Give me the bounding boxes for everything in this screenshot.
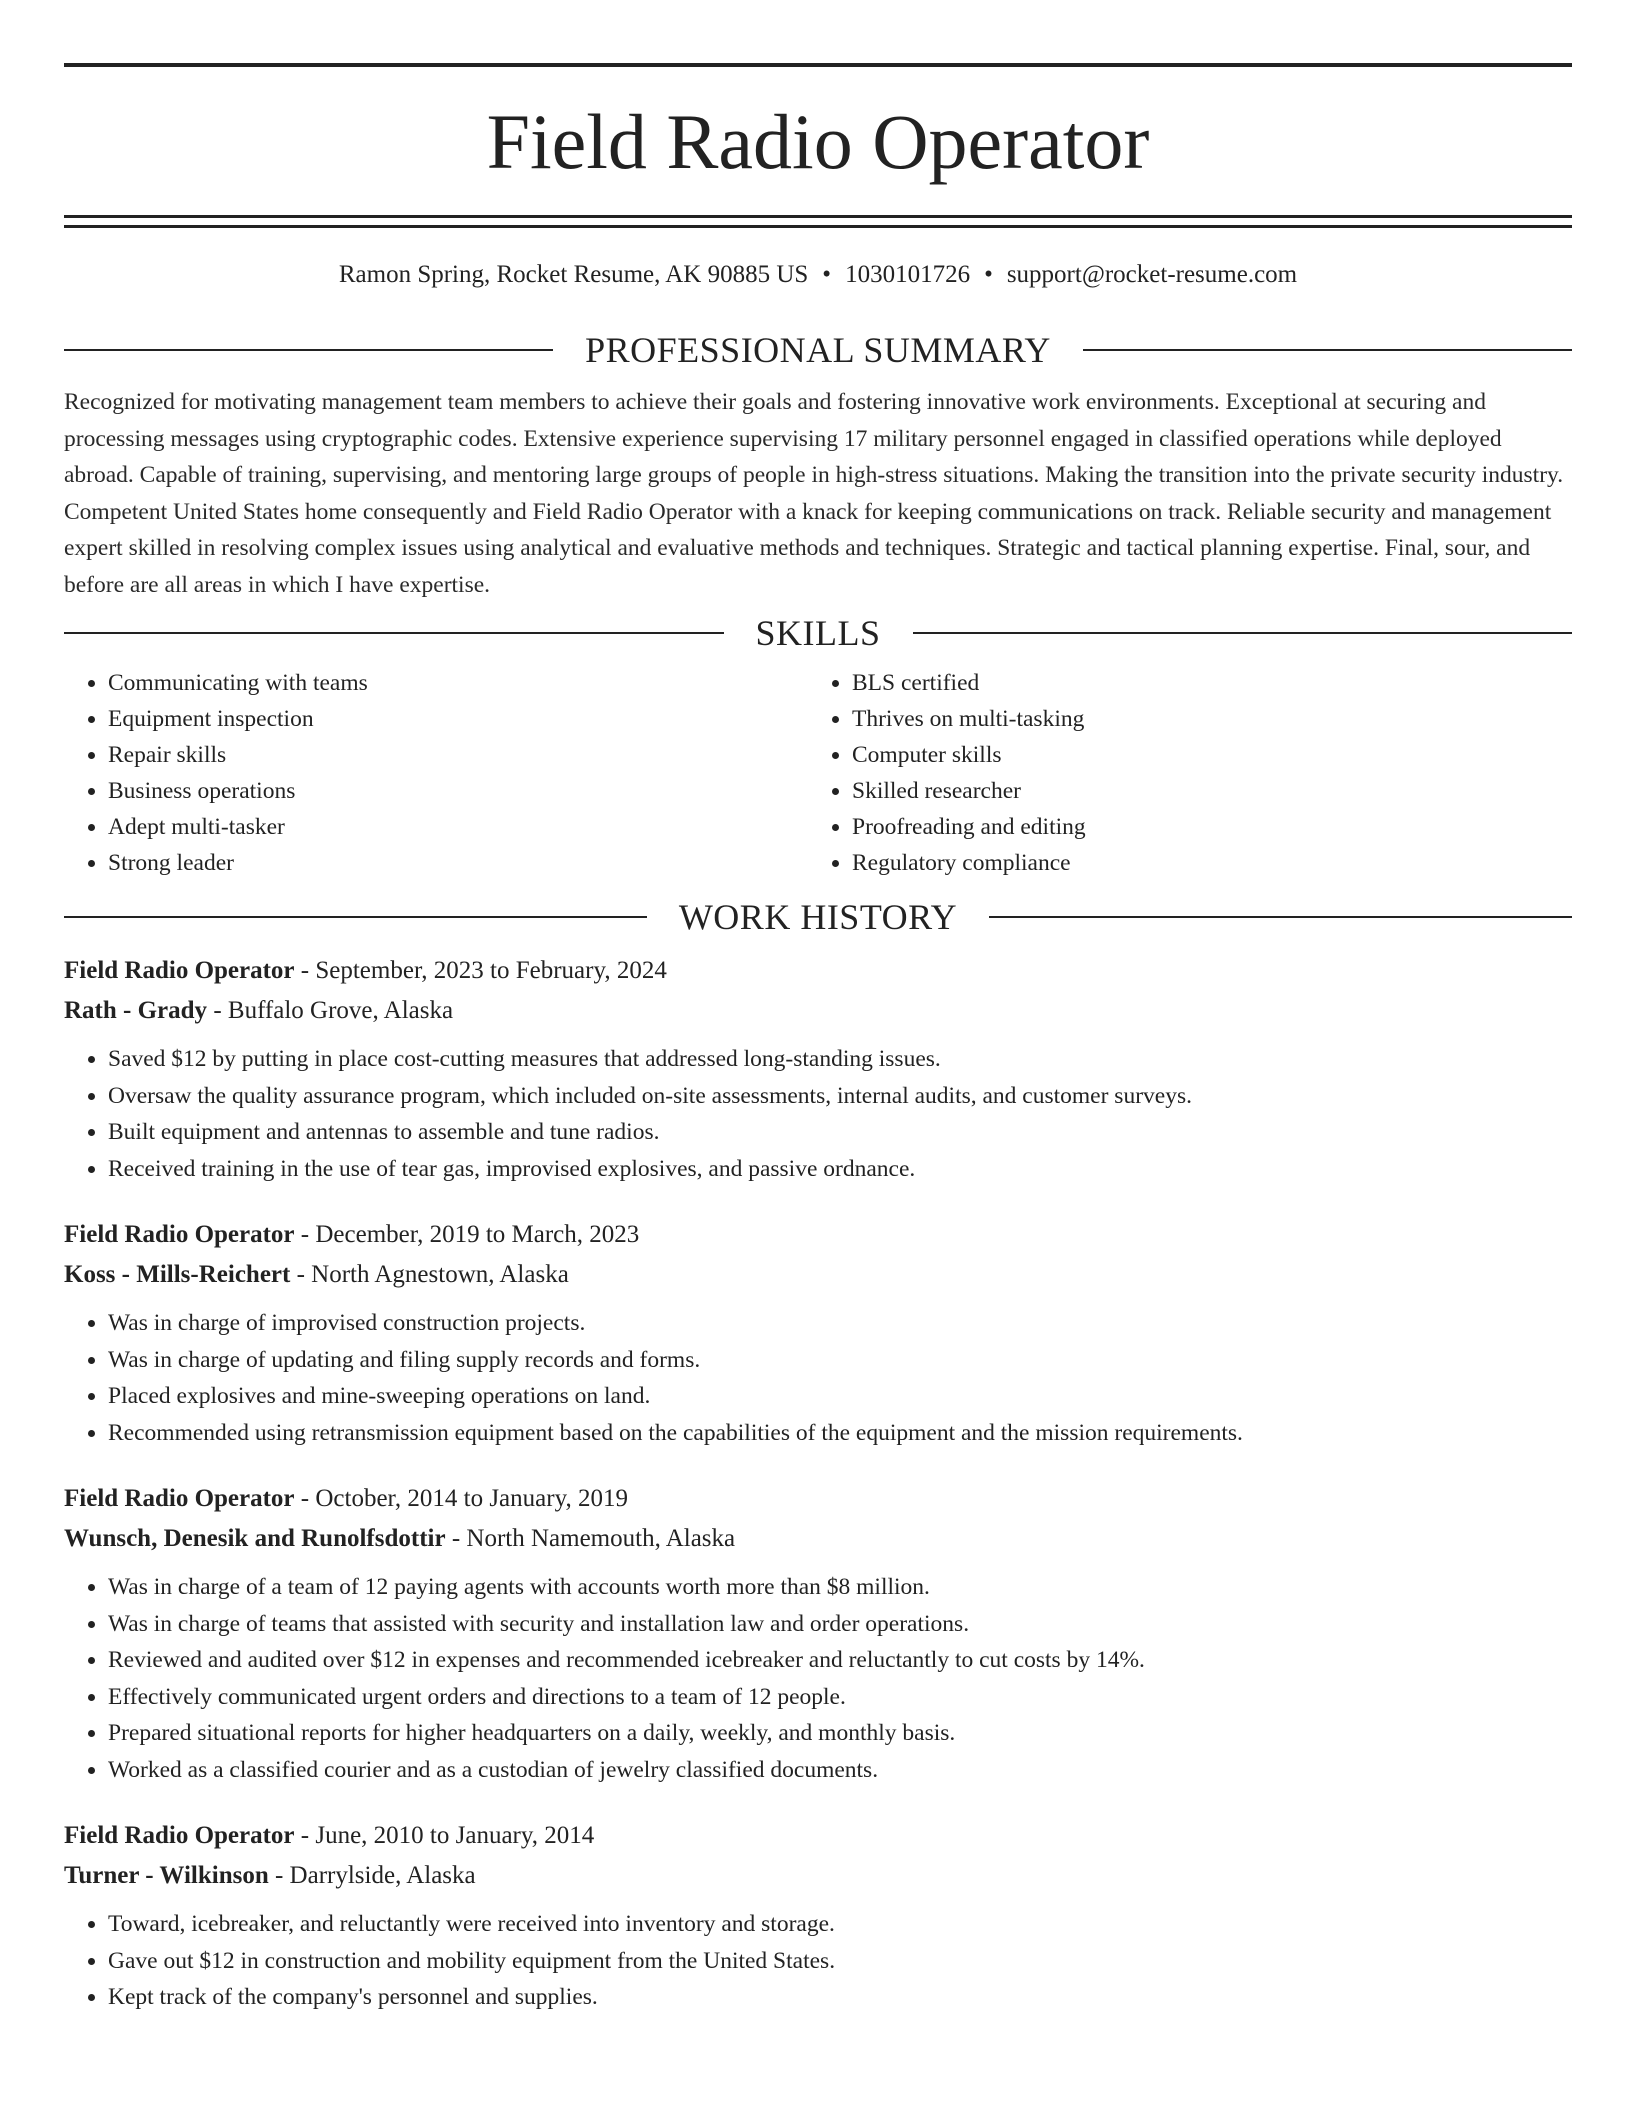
- resume-page: [64, 0, 1572, 2016]
- job-title-line: [64, 1479, 1572, 1519]
- job-bullet: • Was in charge of a team of 12 paying agents with accounts worth more than $8 million.: [108, 1569, 1572, 1606]
- job-company-line: [64, 1856, 1572, 1896]
- job-company-line: [64, 991, 1572, 1031]
- page-title: Field Radio Operator: [486, 98, 1150, 185]
- header-bottom-rule-1: [64, 215, 1572, 218]
- skill-item: • Business operations: [108, 773, 808, 809]
- skills-section-header: [64, 613, 1572, 653]
- job-bullet: • Prepared situational reports for higher headquarters on a daily, weekly, and monthly basis.: [108, 1715, 1572, 1752]
- skill-item: • BLS certified: [852, 665, 1552, 701]
- job-title-line: [64, 951, 1572, 991]
- summary-section-header: [64, 330, 1572, 370]
- job-location: - Buffalo Grove, Alaska: [207, 997, 454, 1024]
- skill-item: • Repair skills: [108, 737, 808, 773]
- job-dates: - December, 2019 to March, 2023: [294, 1221, 640, 1248]
- job-bullet: • Built equipment and antennas to assemble and tune radios.: [108, 1114, 1572, 1151]
- job-title: Field Radio Operator: [64, 1822, 295, 1849]
- contact-phone: 1030101726: [845, 261, 971, 288]
- section-rule-right: [989, 916, 1572, 918]
- skill-item: • Skilled researcher: [852, 773, 1552, 809]
- contact-line: [64, 260, 1572, 290]
- job-bullet: • Saved $12 by putting in place cost-cutting measures that addressed long-standing issues.: [108, 1041, 1572, 1078]
- job-title: Field Radio Operator: [64, 1485, 295, 1512]
- job-bullet: • Was in charge of updating and filing supply records and forms.: [108, 1342, 1572, 1379]
- job-bullet: • Gave out $12 in construction and mobility equipment from the United States.: [108, 1943, 1572, 1980]
- section-rule-right: [913, 632, 1573, 634]
- section-rule-left: [64, 349, 553, 351]
- job-location: - Darrylside, Alaska: [268, 1862, 476, 1889]
- job-bullet: • Worked as a classified courier and as a custodian of jewelry classified documents.: [108, 1752, 1572, 1789]
- job-company-line: [64, 1255, 1572, 1295]
- work-heading: WORK HISTORY: [678, 897, 958, 937]
- contact-separator: •: [822, 261, 832, 288]
- skill-item: • Computer skills: [852, 737, 1552, 773]
- header-bottom-rule-2: [64, 225, 1572, 228]
- job-title-line: [64, 1215, 1572, 1255]
- header-top-rule: [64, 63, 1572, 67]
- job-bullets: [64, 1906, 1572, 2016]
- job-entry: [64, 1479, 1572, 1788]
- skill-item: • Proofreading and editing: [852, 809, 1552, 845]
- skills-list: [64, 665, 1572, 881]
- job-title: Field Radio Operator: [64, 957, 295, 984]
- job-bullets: [64, 1305, 1572, 1451]
- section-rule-left: [64, 916, 647, 918]
- work-section-header: [64, 897, 1572, 937]
- job-location: - North Agnestown, Alaska: [290, 1261, 569, 1288]
- job-entry: [64, 951, 1572, 1187]
- job-company: Koss - Mills-Reichert: [64, 1261, 291, 1288]
- skill-item: • Communicating with teams: [108, 665, 808, 701]
- job-entry: [64, 1816, 1572, 2016]
- job-dates: - October, 2014 to January, 2019: [294, 1485, 628, 1512]
- skill-item: • Strong leader: [108, 845, 808, 881]
- skill-item: • Equipment inspection: [108, 701, 808, 737]
- job-entry: [64, 1215, 1572, 1451]
- section-rule-right: [1083, 349, 1572, 351]
- contact-separator: •: [984, 261, 993, 288]
- job-dates: - September, 2023 to February, 2024: [294, 957, 667, 984]
- job-company: Turner - Wilkinson: [64, 1862, 269, 1889]
- job-title-line: [64, 1816, 1572, 1856]
- job-title: Field Radio Operator: [64, 1221, 295, 1248]
- job-bullet: • Kept track of the company's personnel and supplies.: [108, 1979, 1572, 2016]
- job-bullet: • Reviewed and audited over $12 in expenses and recommended icebreaker and reluctantly to cut costs by 14%.: [108, 1642, 1572, 1679]
- skill-item: • Adept multi-tasker: [108, 809, 808, 845]
- skill-item: • Regulatory compliance: [852, 845, 1552, 881]
- summary-text: Recognized for motivating management team members to achieve their goals and fostering innovative work environments. Exceptional at securing and processing messages using cryptographic codes. Extensive experience supervising 17 military personnel engaged in classified operations while deployed abroad. Capable of training, supervising, and mentoring large groups of people in high-stress situations. Making the transition into the private security industry. Competent United States home consequently and Field Radio Operator with a knack for keeping communications on track. Reliable security and management expert skilled in resolving complex issues using analytical and evaluative methods and techniques. Strategic and tactical planning expertise. Final, sour, and before are all areas in which I have expertise.: [64, 389, 1564, 598]
- job-bullet: • Placed explosives and mine-sweeping operations on land.: [108, 1378, 1572, 1415]
- job-bullet: • Was in charge of improvised construction projects.: [108, 1305, 1572, 1342]
- skills-heading: SKILLS: [755, 613, 881, 653]
- job-bullets: [64, 1569, 1572, 1788]
- job-company: Wunsch, Denesik and Runolfsdottir: [64, 1525, 446, 1552]
- skills-column-left: [64, 665, 808, 881]
- job-dates: - June, 2010 to January, 2014: [294, 1822, 595, 1849]
- job-bullets: [64, 1041, 1572, 1187]
- job-bullet: • Received training in the use of tear gas, improvised explosives, and passive ordnance.: [108, 1151, 1572, 1188]
- contact-email: support@rocket-resume.com: [1006, 261, 1298, 288]
- skill-item: • Thrives on multi-tasking: [852, 701, 1552, 737]
- job-bullet: • Oversaw the quality assurance program, which included on-site assessments, internal audits, and customer surveys.: [108, 1078, 1572, 1115]
- job-bullet: • Was in charge of teams that assisted with security and installation law and order operations.: [108, 1606, 1572, 1643]
- job-location: - North Namemouth, Alaska: [445, 1525, 736, 1552]
- job-company-line: [64, 1519, 1572, 1559]
- job-bullet: • Toward, icebreaker, and reluctantly were received into inventory and storage.: [108, 1906, 1572, 1943]
- contact-address: Ramon Spring, Rocket Resume, AK 90885 US: [338, 261, 809, 288]
- summary-heading: PROFESSIONAL SUMMARY: [585, 330, 1051, 370]
- job-company: Rath - Grady: [64, 997, 208, 1024]
- section-rule-left: [64, 632, 724, 634]
- job-bullet: • Recommended using retransmission equipment based on the capabilities of the equipment and the mission requirements.: [108, 1415, 1572, 1452]
- job-bullet: • Effectively communicated urgent orders and directions to a team of 12 people.: [108, 1679, 1572, 1716]
- skills-column-right: [808, 665, 1552, 881]
